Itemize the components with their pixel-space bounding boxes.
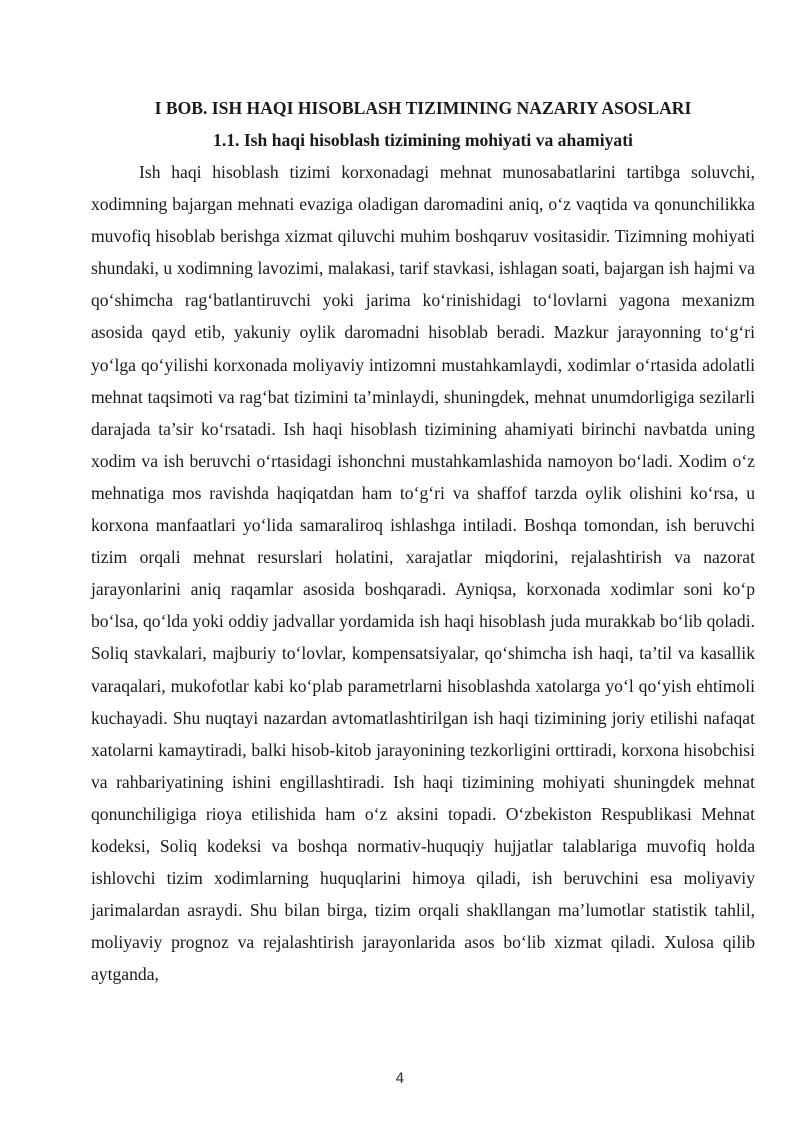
section-title: 1.1. Ish haqi hisoblash tizimining mohiyati va ahamiyati: [213, 130, 633, 150]
page-number: 4: [395, 1071, 405, 1087]
chapter-title: I BOB. ISH HAQI HISOBLASH TIZIMINING NAZARIY ASOSLARI: [154, 98, 692, 118]
page-content: [91, 92, 755, 990]
body-paragraph: Ish haqi hisoblash tizimi korxonadagi mehnat munosabatlarini tartibga soluvchi, xodimning bajargan mehnati evaziga oladigan daromadini aniq, o‘z vaqtida va qonunchilikka muvofiq hisoblab berishga xizmat qiluvchi muhim boshqaruv vositasidir. Tizimning mohiyati shundaki, u xodimning lavozimi, malakasi, tarif stavkasi, ishlagan soati, bajargan ish hajmi va qo‘shimcha rag‘batlantiruvchi yoki jarima ko‘rinishidagi to‘lovlarni yagona mexanizm asosida qayd etib, yakuniy oylik daromadni hisoblab beradi. Mazkur jarayonning to‘g‘ri yo‘lga qo‘yilishi korxonada moliyaviy intizomni mustahkamlaydi, xodimlar o‘rtasida adolatli mehnat taqsimoti va rag‘bat tizimini ta’minlaydi, shuningdek, mehnat unumdorligiga sezilarli darajada ta’sir ko‘rsatadi. Ish haqi hisoblash tizimining ahamiyati birinchi navbatda uning xodim va ish beruvchi o‘rtasidagi ishonchni mustahkamlashida namoyon bo‘ladi. Xodim o‘z mehnatiga mos ravishda haqiqatdan ham to‘g‘ri va shaffof tarzda oylik olishini ko‘rsa, u korxona manfaatlari yo‘lida samaraliroq ishlashga intiladi. Boshqa tomondan, ish beruvchi tizim orqali mehnat resurslari holatini, xarajatlar miqdorini, rejalashtirish va nazorat jarayonlarini aniq raqamlar asosida boshqaradi. Ayniqsa, korxonada xodimlar soni ko‘p bo‘lsa, qo‘lda yoki oddiy jadvallar yordamida ish haqi hisoblash juda murakkab bo‘lib qoladi. Soliq stavkalari, majburiy to‘lovlar, kompensatsiyalar, qo‘shimcha ish haqi, ta’til va kasallik varaqalari, mukofotlar kabi ko‘plab parametrlarni hisoblashda xatolarga yo‘l qo‘yish ehtimoli kuchayadi. Shu nuqtayi nazardan avtomatlashtirilgan ish haqi tizimining joriy etilishi nafaqat xatolarni kamaytiradi, balki hisob-kitob jarayonining tezkorligini orttiradi, korxona hisobchisi va rahbariyatining ishini engillashtiradi. Ish haqi tizimining mohiyati shuningdek mehnat qonunchiligiga rioya etilishida ham o‘z aksini topadi. O‘zbekiston Respublikasi Mehnat kodeksi, Soliq kodeksi va boshqa normativ-huquqiy hujjatlar talablariga muvofiq holda ishlovchi tizim xodimlarning huquqlarini himoya qiladi, ish beruvchini esa moliyaviy jarimalardan asraydi. Shu bilan birga, tizim orqali shakllangan ma’lumotlar statistik tahlil, moliyaviy prognoz va rejalashtirish jarayonlarida asos bo‘lib xizmat qiladi. Xulosa qilib aytganda,: [91, 162, 755, 985]
